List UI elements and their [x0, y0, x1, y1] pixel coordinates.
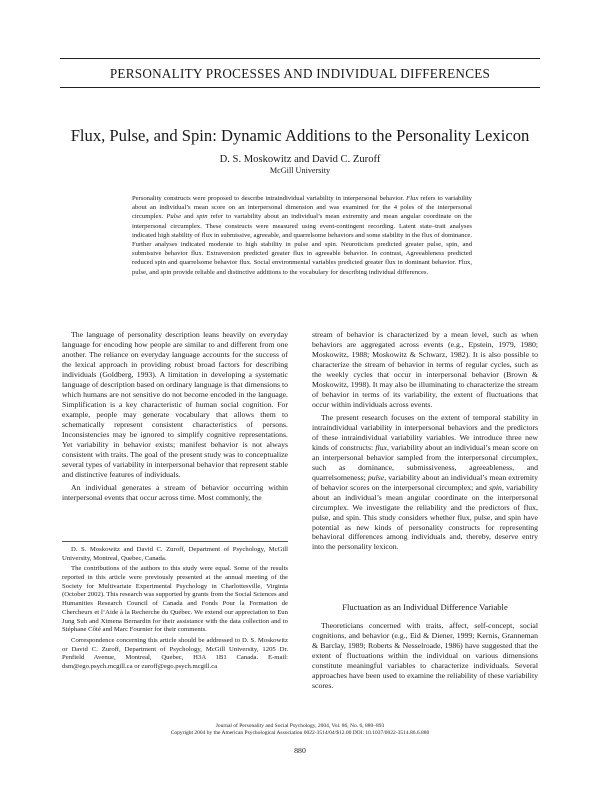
section-header: PERSONALITY PROCESSES AND INDIVIDUAL DIFFERENCES — [60, 58, 540, 88]
footnote-correspondence: Correspondence concerning this article should be addressed to D. S. Moskowitz or David C. Zuroff, Department of Psychology, McGill University, 1205 Dr. Penfield Avenue, Montreal, Quebec, H3A 1B1 Canada. E-mail: dsm@ego.psych.mcgill.ca or zuroff@ego.psych.mcgill.ca — [62, 636, 288, 670]
left-column — [62, 330, 288, 505]
body-paragraph: Theoreticians concerned with traits, affect, self-concept, social cognitions, and behavior (e.g., Eid & Diener, 1999; Kernis, Granneman & Barclay, 1989; Roberts & Nesselroade, 1986) have suggested that the extent of fluctuations within the individual on various dimensions constitute meaningful variables to characterize individuals. Several approaches have been used to examine the reliability of these variability scores. — [312, 621, 538, 690]
term-pulse: pulse, — [367, 472, 387, 482]
footnotes — [62, 546, 288, 674]
right-column — [312, 330, 538, 555]
abstract — [132, 194, 472, 277]
authors: D. S. Moskowitz and David C. Zuroff — [219, 154, 381, 165]
body-text: variability about an individual’s mean angular coordinate on the interpersonal circumplex. We investigate the reliability and the predictors of flux, pulse, and spin. This study considers whether flux, pulse, and spin have potential as new kinds of personality constructs for representing behavioral differences among individuals and, thereby, deserve entry into the personality lexicon. — [312, 482, 538, 552]
abstract-term-spin: spin — [196, 213, 208, 221]
term-spin: spin, — [489, 482, 504, 492]
body-text: The present research focuses on the extent of temporal stability in intraindividual variability in interpersonal behaviors and the predictors of these intraindividual variability variables. We introduce three new kinds of constructs: — [312, 412, 538, 452]
footnote-acknowledgments: The contributions of the authors to this study were equal. Some of the results reported in this article were previously presented at the annual meeting of the Society for Multivariate Experimental Psychology in Charlottesville, Virginia (October 2002). This research was supported by grants from the Social Sciences and Humanities Research Council of Canada and Fonds Pour la Formation de Chercheurs et l’Aide à la Recherche du Québec. We extend our appreciation to Eun Jung Suh and Ximena Bernardin for their assistance with the data collection and to Stéphane Côté and Marc Fournier for their comments. — [62, 565, 288, 634]
abstract-text: refer to variability about an individual’s mean extremity and mean angular coordinate on the interpersonal circumplex. These constructs were measured using event-contingent recording. Latent state–trait analyses indicated high stability of flux in submissive, agreeable, and quarrelsome behaviors and some stability in the flux of dominance. Further analyses indicated moderate to high stability in pulse and spin. Neuroticism predicted greater pulse, spin, and submissive behavior flux. Extraversion predicted greater flux in agreeable behavior. In contrast, Agreeableness predicted reduced spin and quarrelsome behavior flux. Social environmental variables predicted greater flux in dominant behavior. Flux, pulse, and spin provide reliable and distinctive additions to the vocabulary for describing individual differences. — [132, 213, 472, 276]
journal-citation: Journal of Personality and Social Psychology, 2004, Vol. 86, No. 6, 880–893 — [215, 723, 385, 729]
body-text: variability about an individual’s mean extremity of behavior scores on the interpersonal circumplex; and — [312, 472, 538, 492]
abstract-text: Personality constructs were proposed to describe intraindividual variability in interpersonal behavior. — [132, 195, 405, 202]
body-text: variability about an individual’s mean score on an interpersonal behavior sampled from the interpersonal circumplex, such as dominance, submissiveness, agreeableness, and quarrelsomeness; — [312, 442, 539, 482]
copyright-line: Copyright 2004 by the American Psychological Association 0022-3514/04/$12.00 DOI: 10.1037/0022-3514.86.6.880 — [170, 729, 430, 736]
section-heading: Fluctuation as an Individual Difference Variable — [342, 602, 508, 612]
footnote-divider — [62, 541, 288, 542]
term-flux: flux, — [375, 442, 389, 452]
footnote-affiliation: D. S. Moskowitz and David C. Zuroff, Department of Psychology, McGill University, Montreal, Quebec, Canada. — [62, 546, 288, 562]
journal-info — [80, 723, 520, 736]
body-paragraph: An individual generates a stream of behavior occurring within interpersonal events that occur across time. Most commonly, the — [62, 482, 288, 502]
page-number: 880 — [294, 746, 306, 755]
body-paragraph — [312, 413, 538, 553]
article-title: Flux, Pulse, and Spin: Dynamic Additions to the Personality Lexicon — [70, 126, 530, 145]
abstract-text: refers to variability about an individual’s mean score on an interpersonal dimension and was examined for the 4 poles of the interpersonal circumplex. — [132, 195, 472, 221]
abstract-term-pulse: Pulse — [166, 213, 182, 221]
right-column-continued — [312, 621, 538, 694]
abstract-text: and — [181, 213, 197, 221]
body-paragraph: The language of personality description leans heavily on everyday language for encoding how people are similar to and different from one another. The reliance on everyday language accounts for the success of the lexical approach in providing robust broad factors for describing individuals (Goldberg, 1993). A limitation in developing a systematic language of description based on ordinary language is that dimensions to which humans are not sensitive do not become encoded in the language. Simplification is a key characteristic of human social cognition. For example, people may generate vocabulary that allows them to schematically represent consistent characteristics of persons. Inconsistencies may be ignored to simplify cognitive representations. Yet variability in behavior exists; manifest behavior is not always consistent with traits. The goal of the present study was to conceptualize several types of variability in interpersonal behavior that represent stable and distinctive features of individuals. — [62, 330, 288, 479]
body-paragraph: stream of behavior is characterized by a mean level, such as when behaviors are aggregated across events (e.g., Epstein, 1979, 1980; Moskowitz, 1988; Moskowitz & Schwarz, 1982). It is also possible to characterize the stream of behavior in terms of regular cycles, such as the weekly cycles that occur in interpersonal behavior (Brown & Moskowitz, 1998). It may also be illuminating to characterize the stream of behavior in terms of its variability, the extent of fluctuations that occur within individuals across events. — [312, 330, 538, 409]
abstract-term-flux: Flux — [406, 195, 419, 202]
affiliation: McGill University — [269, 166, 331, 175]
